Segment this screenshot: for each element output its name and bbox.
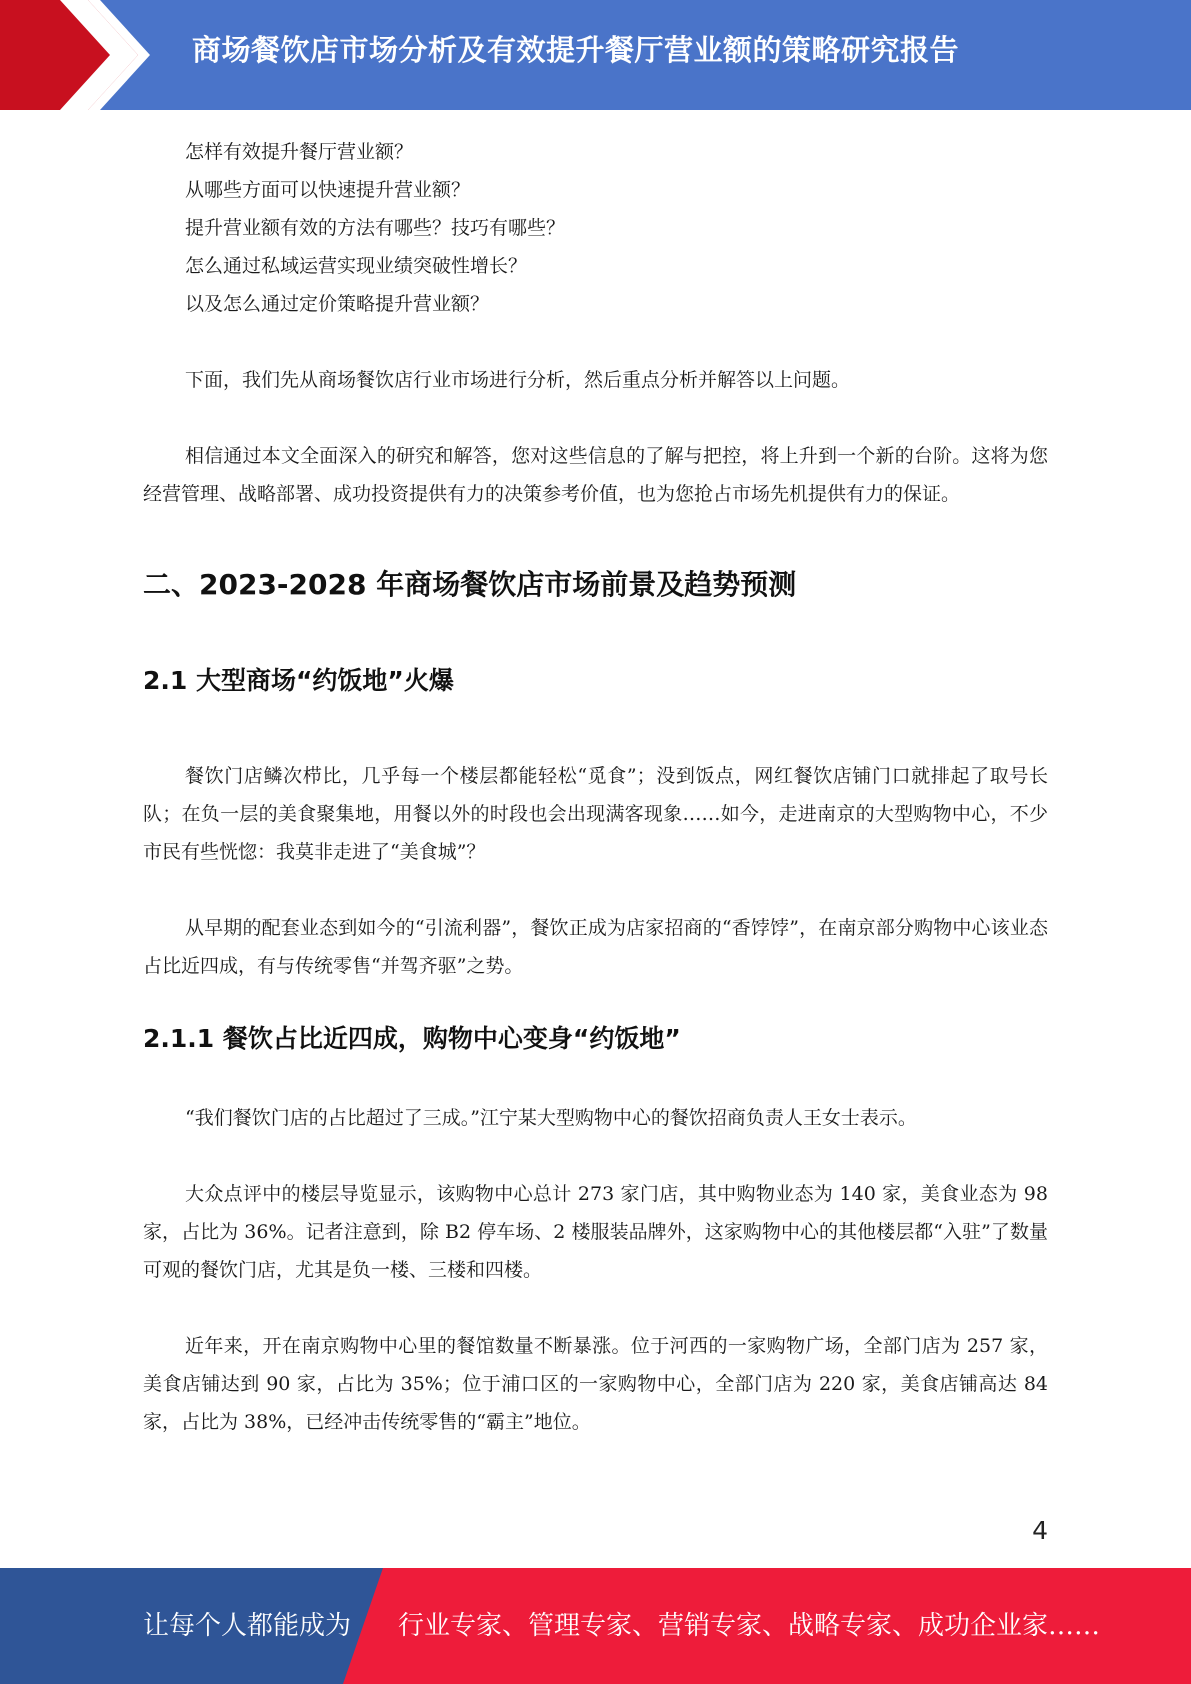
paragraph-2-1-1-a: “我们餐饮门店的占比超过了三成。”江宁某大型购物中心的餐饮招商负责人王女士表示。 [185,1107,917,1129]
paragraph-2-1-b: 从早期的配套业态到如今的“引流利器”，餐饮正成为店家招商的“香饽饽”，在南京部分购物中心该业态占比近四成，有与传统零售“并驾齐驱”之势。 [143,917,1048,977]
intro-paragraph-2: 相信通过本文全面深入的研究和解答，您对这些信息的了解与把控，将上升到一个新的台阶。这将为您经营管理、战略部署、成功投资提供有力的决策参考价值，也为您抢占市场先机提供有力的保证。 [143,445,1048,505]
footer-slogan-left: 让每个人都能成为 [143,1611,352,1641]
chevron-arrow-icon [0,0,150,110]
page-number: 4 [1032,1516,1048,1545]
question-item: 从哪些方面可以快速提升营业额？ [185,179,471,201]
header-banner [0,0,1191,110]
intro-paragraph-1: 下面，我们先从商场餐饮店行业市场进行分析，然后重点分析并解答以上问题。 [185,369,851,391]
section-heading: 二、2023-2028 年商场餐饮店市场前景及趋势预测 [143,568,797,601]
footer-slogan-right: 行业专家、管理专家、营销专家、战略专家、成功企业家…… [398,1611,1101,1641]
paragraph-2-1-1-c: 近年来，开在南京购物中心里的餐馆数量不断暴涨。位于河西的一家购物广场，全部门店为 257 家，美食店铺达到 90 家，占比为 35%；位于浦口区的一家购物中心，全部门店为 220 家，美食店铺高达 84 家，占比为 38%，已经冲击传统零售的“霸主”地位。 [143,1335,1048,1433]
report-title: 商场餐饮店市场分析及有效提升餐厅营业额的策略研究报告 [192,33,960,67]
subsection-heading-2-1-1: 2.1.1 餐饮占比近四成，购物中心变身“约饭地” [143,1024,681,1053]
footer-banner [0,1568,1191,1684]
subsection-heading-2-1: 2.1 大型商场“约饭地”火爆 [143,666,454,695]
question-item: 怎么通过私域运营实现业绩突破性增长？ [185,255,528,277]
question-item: 怎样有效提升餐厅营业额？ [185,141,414,163]
paragraph-2-1-1-b: 大众点评中的楼层导览显示，该购物中心总计 273 家门店，其中购物业态为 140 家，美食业态为 98 家，占比为 36%。记者注意到，除 B2 停车场、2 楼服装品牌外，这家购物中心的其他楼层都“入驻”了数量可观的餐饮门店，尤其是负一楼、三楼和四楼。 [143,1183,1048,1281]
question-item: 以及怎么通过定价策略提升营业额？ [185,293,490,315]
question-list [143,133,1048,323]
question-item: 提升营业额有效的方法有哪些？技巧有哪些？ [185,217,566,239]
document-body [143,133,1048,1441]
paragraph-2-1-a: 餐饮门店鳞次栉比，几乎每一个楼层都能轻松“觅食”；没到饭点，网红餐饮店铺门口就排起了取号长队；在负一层的美食聚集地，用餐以外的时段也会出现满客现象……如今，走进南京的大型购物中心，不少市民有些恍惚：我莫非走进了“美食城”？ [143,765,1048,863]
